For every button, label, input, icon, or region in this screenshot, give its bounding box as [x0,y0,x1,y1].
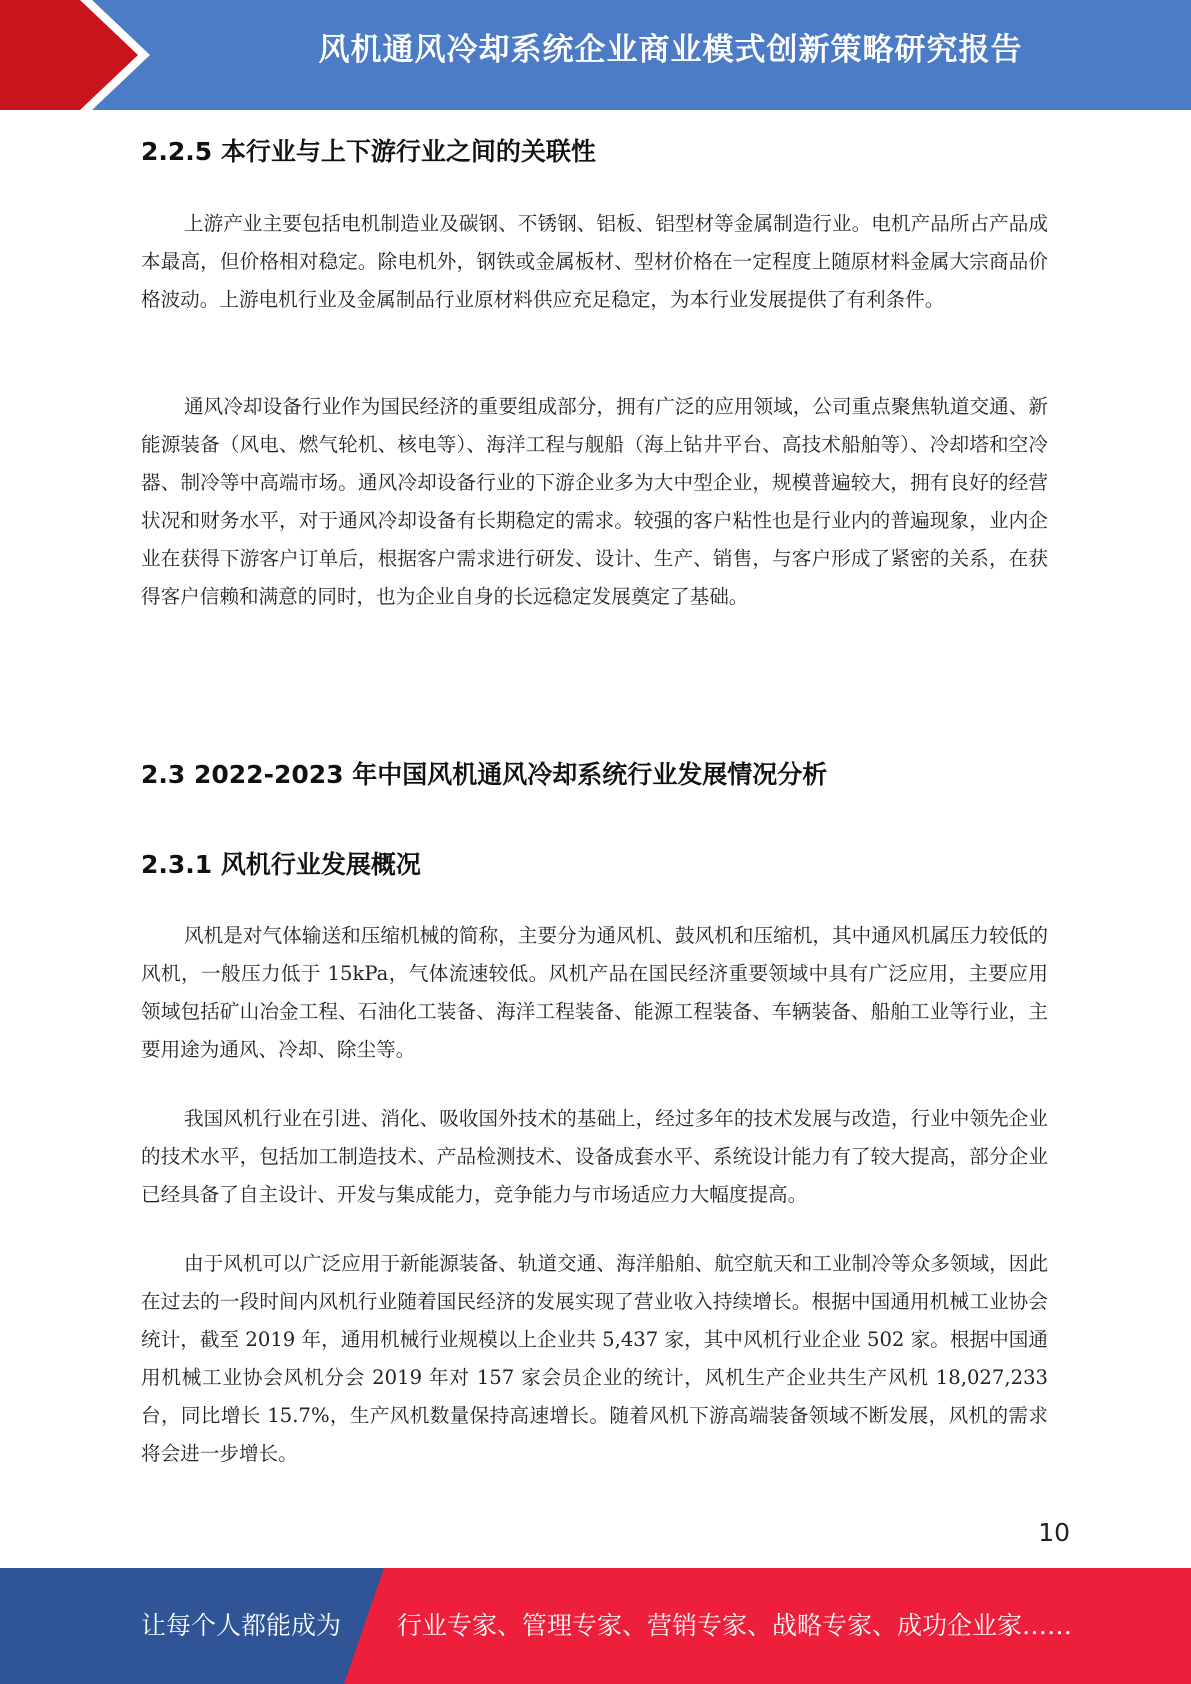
paragraph-technology: 我国风机行业在引进、消化、吸收国外技术的基础上，经过多年的技术发展与改造，行业中领先企业的技术水平，包括加工制造技术、产品检测技术、设备成套水平、系统设计能力有了较大提高，部分企业已经具备了自主设计、开发与集成能力，竞争能力与市场适应力大幅度提高。 [141,1107,1048,1206]
paragraph-upstream: 上游产业主要包括电机制造业及碳钢、不锈钢、铝板、铝型材等金属制造行业。电机产品所占产品成本最高，但价格相对稳定。除电机外，钢铁或金属板材、型材价格在一定程度上随原材料金属大宗商品价格波动。上游电机行业及金属制品行业原材料供应充足稳定，为本行业发展提供了有利条件。 [141,212,1048,311]
page-number: 10 [1038,1518,1070,1547]
page-footer [0,1568,1191,1684]
page-header [0,0,1191,110]
section-heading-2-3: 2.3 2022-2023 年中国风机通风冷却系统行业发展情况分析 [141,760,828,789]
section-heading-2-2-5: 2.2.5 本行业与上下游行业之间的关联性 [141,137,596,166]
paragraph-downstream: 通风冷却设备行业作为国民经济的重要组成部分，拥有广泛的应用领域，公司重点聚焦轨道交通、新能源装备（风电、燃气轮机、核电等）、海洋工程与舰船（海上钻井平台、高技术船舶等）、冷却塔和空冷器、制冷等中高端市场。通风冷却设备行业的下游企业多为大中型企业，规模普遍较大，拥有良好的经营状况和财务水平，对于通风冷却设备有长期稳定的需求。较强的客户粘性也是行业内的普遍现象，业内企业在获得下游客户订单后，根据客户需求进行研发、设计、生产、销售，与客户形成了紧密的关系，在获得客户信赖和满意的同时，也为企业自身的长远稳定发展奠定了基础。 [141,395,1048,608]
report-title: 风机通风冷却系统企业商业模式创新策略研究报告 [318,32,1023,68]
paragraph-fan-definition: 风机是对气体输送和压缩机械的简称，主要分为通风机、鼓风机和压缩机，其中通风机属压力较低的风机，一般压力低于 15kPa，气体流速较低。风机产品在国民经济重要领域中具有广泛应用，主要应用领域包括矿山冶金工程、石油化工装备、海洋工程装备、能源工程装备、车辆装备、船舶工业等行业，主要用途为通风、冷却、除尘等。 [141,924,1048,1061]
footer-expert-list: 行业专家、管理专家、营销专家、战略专家、成功企业家…… [397,1611,1073,1640]
section-heading-2-3-1: 2.3.1 风机行业发展概况 [141,850,421,879]
footer-slogan: 让每个人都能成为 [141,1611,342,1640]
paragraph-growth: 由于风机可以广泛应用于新能源装备、轨道交通、海洋船舶、航空航天和工业制冷等众多领域，因此在过去的一段时间内风机行业随着国民经济的发展实现了营业收入持续增长。根据中国通用机械工业协会统计，截至 2019 年，通用机械行业规模以上企业共 5,437 家，其中风机行业企业 502 家。根据中国通用机械工业协会风机分会 2019 年对 157 家会员企业的统计，风机生产企业共生产风机 18,027,233 台，同比增长 15.7%，生产风机数量保持高速增长。随着风机下游高端装备领域不断发展，风机的需求将会进一步增长。 [141,1252,1048,1465]
